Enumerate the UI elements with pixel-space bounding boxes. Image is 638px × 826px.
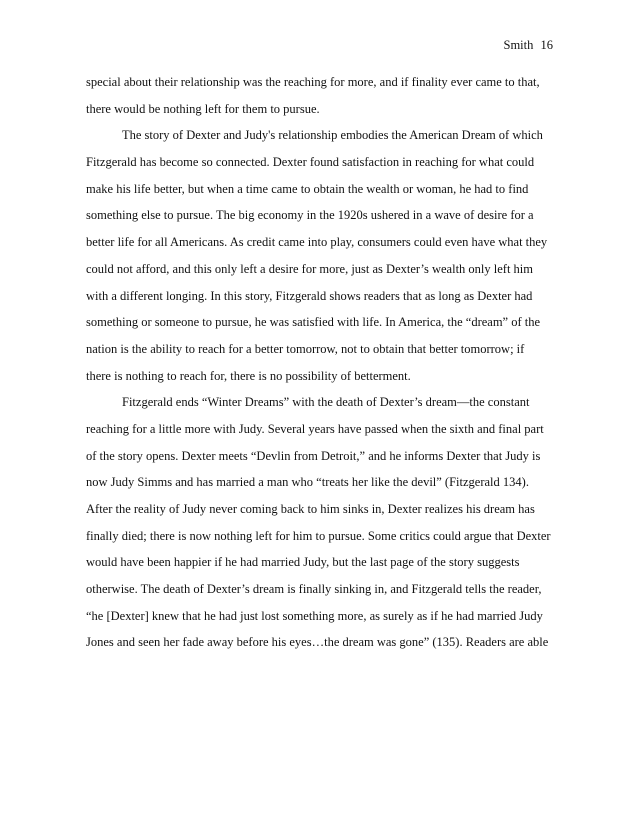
text-line: with a different longing. In this story, Fitzgerald shows readers that as long as Dexter had (86, 288, 533, 303)
text-line: finally died; there is now nothing left for him to pursue. Some critics could argue that Dexter (86, 528, 551, 543)
text-line: something or someone to pursue, he was satisfied with life. In America, the “dream” of the (86, 315, 541, 330)
paragraph-first-line: Fitzgerald ends “Winter Dreams” with the death of Dexter’s dream—the constant (122, 395, 530, 410)
text-line: there is nothing to reach for, there is no possibility of betterment. (86, 368, 411, 383)
text-line: better life for all Americans. As credit came into play, consumers could even have what they (86, 235, 548, 250)
text-line: would have been happier if he had married Judy, but the last page of the story suggests (86, 555, 520, 570)
text-line: “he [Dexter] knew that he had just lost something more, as surely as if he had married Judy (86, 608, 543, 623)
text-line: make his life better, but when a time came to obtain the wealth or woman, he had to find (86, 181, 529, 196)
text-line: of the story opens. Dexter meets “Devlin from Detroit,” and he informs Dexter that Judy is (86, 448, 541, 463)
page-number: 16 (540, 38, 553, 52)
running-head (504, 37, 554, 53)
text-line: could not afford, and this only left a desire for more, just as Dexter’s wealth only left him (86, 261, 533, 276)
text-line: otherwise. The death of Dexter’s dream is finally sinking in, and Fitzgerald tells the reader, (86, 582, 542, 597)
text-line: Fitzgerald has become so connected. Dexter found satisfaction in reaching for what could (86, 155, 535, 170)
body-text (86, 72, 556, 659)
text-line: nation is the ability to reach for a better tomorrow, not to obtain that better tomorrow; if (86, 341, 525, 356)
text-line: Jones and seen her fade away before his eyes…the dream was gone” (135). Readers are able (86, 635, 549, 650)
paragraph-first-line: The story of Dexter and Judy's relationship embodies the American Dream of which (122, 128, 543, 143)
text-line: now Judy Simms and has married a man who “treats her like the devil” (Fitzgerald 134). (86, 475, 529, 490)
text-line: After the reality of Judy never coming back to him sinks in, Dexter realizes his dream has (86, 502, 535, 516)
author-surname: Smith (503, 38, 534, 52)
text-line: something else to pursue. The big economy in the 1920s ushered in a wave of desire for a (86, 208, 534, 223)
text-line: there would be nothing left for them to pursue. (86, 101, 320, 116)
text-line: reaching for a little more with Judy. Several years have passed when the sixth and final part (86, 421, 544, 436)
text-line: special about their relationship was the reaching for more, and if finality ever came to that, (86, 75, 540, 89)
